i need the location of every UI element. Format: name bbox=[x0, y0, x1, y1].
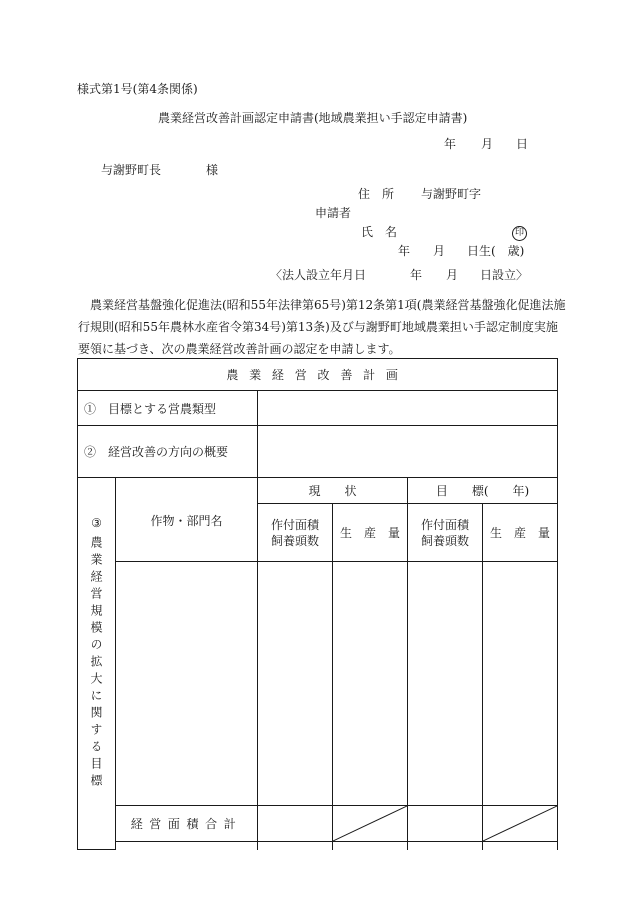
total-area-label: 経営面積合計 bbox=[116, 806, 258, 842]
diagonal-line bbox=[483, 806, 557, 841]
birth-month: 月 bbox=[433, 244, 446, 258]
row3-number: ③ bbox=[91, 516, 102, 530]
row2-input-cell[interactable] bbox=[258, 426, 558, 478]
date-day: 日 bbox=[516, 137, 529, 151]
paragraph-line-2: 行規則(昭和55年農林水産省令第34号)第13条)及び与謝野町地域農業担い手認定制度実施 bbox=[78, 320, 558, 334]
plan-table bbox=[77, 358, 558, 850]
corp-year: 年 bbox=[410, 268, 423, 282]
crop-entry-cell[interactable] bbox=[116, 562, 258, 806]
corp-label: 〈法人設立年月日 bbox=[270, 268, 367, 282]
current-total-production-crossed bbox=[333, 806, 408, 842]
addressee-name: 与謝野町長 bbox=[101, 163, 162, 177]
current-total-area-cell[interactable] bbox=[258, 806, 333, 842]
target-total-area-cell[interactable] bbox=[408, 806, 483, 842]
table-heading bbox=[78, 359, 558, 391]
current-area-header: 作付面積 飼養頭数 bbox=[258, 504, 333, 562]
row3-vertical-label: 農業経営規模の拡大に関する目標 bbox=[89, 536, 103, 791]
target-header: 目 標( 年) bbox=[408, 478, 558, 504]
target-production-header: 生 産 量 bbox=[483, 504, 558, 562]
continuation-cell bbox=[116, 842, 258, 850]
current-area-entry-cell[interactable] bbox=[258, 562, 333, 806]
current-production-header: 生 産 量 bbox=[333, 504, 408, 562]
application-paragraph bbox=[78, 294, 566, 360]
target-area-header: 作付面積 飼養頭数 bbox=[408, 504, 483, 562]
target-area-entry-cell[interactable] bbox=[408, 562, 483, 806]
paragraph-line-1: 農業経営基盤強化促進法(昭和55年法律第65号)第12条第1項(農業経営基盤強化促進法施 bbox=[90, 298, 566, 312]
diagonal-line bbox=[333, 806, 407, 841]
seal-mark bbox=[512, 225, 527, 241]
paragraph-line-3: 要領に基づき、次の農業経営改善計画の認定を申請します。 bbox=[78, 342, 401, 356]
corp-day: 日設立〉 bbox=[480, 268, 529, 282]
seal-icon: 印 bbox=[512, 226, 527, 241]
row1-input-cell[interactable] bbox=[258, 391, 558, 426]
applicant-label: 申請者 bbox=[315, 206, 352, 220]
addressee-honorific: 様 bbox=[206, 163, 219, 177]
current-header: 現 状 bbox=[258, 478, 408, 504]
address-label: 住 所 bbox=[358, 187, 395, 201]
form-number: 様式第1号(第4条関係) bbox=[77, 82, 198, 96]
date-month: 月 bbox=[481, 137, 494, 151]
row3-side-cell bbox=[78, 478, 116, 850]
row1-label: ① 目標とする営農類型 bbox=[78, 391, 258, 426]
date-year: 年 bbox=[444, 137, 457, 151]
birth-year: 年 bbox=[398, 244, 411, 258]
birth-day-age: 日生( 歳) bbox=[467, 244, 525, 258]
address-value: 与謝野町字 bbox=[421, 187, 482, 201]
table-heading-text: 農業経営改善計画 bbox=[226, 368, 409, 382]
document-title: 農業経営改善計画認定申請書(地域農業担い手認定申請書) bbox=[158, 111, 468, 125]
current-production-entry-cell[interactable] bbox=[333, 562, 408, 806]
name-label: 氏 名 bbox=[361, 225, 398, 239]
row2-label: ② 経営改善の方向の概要 bbox=[78, 426, 258, 478]
corp-month: 月 bbox=[446, 268, 459, 282]
target-production-entry-cell[interactable] bbox=[483, 562, 558, 806]
target-total-production-crossed bbox=[483, 806, 558, 842]
crop-header: 作物・部門名 bbox=[116, 478, 258, 562]
